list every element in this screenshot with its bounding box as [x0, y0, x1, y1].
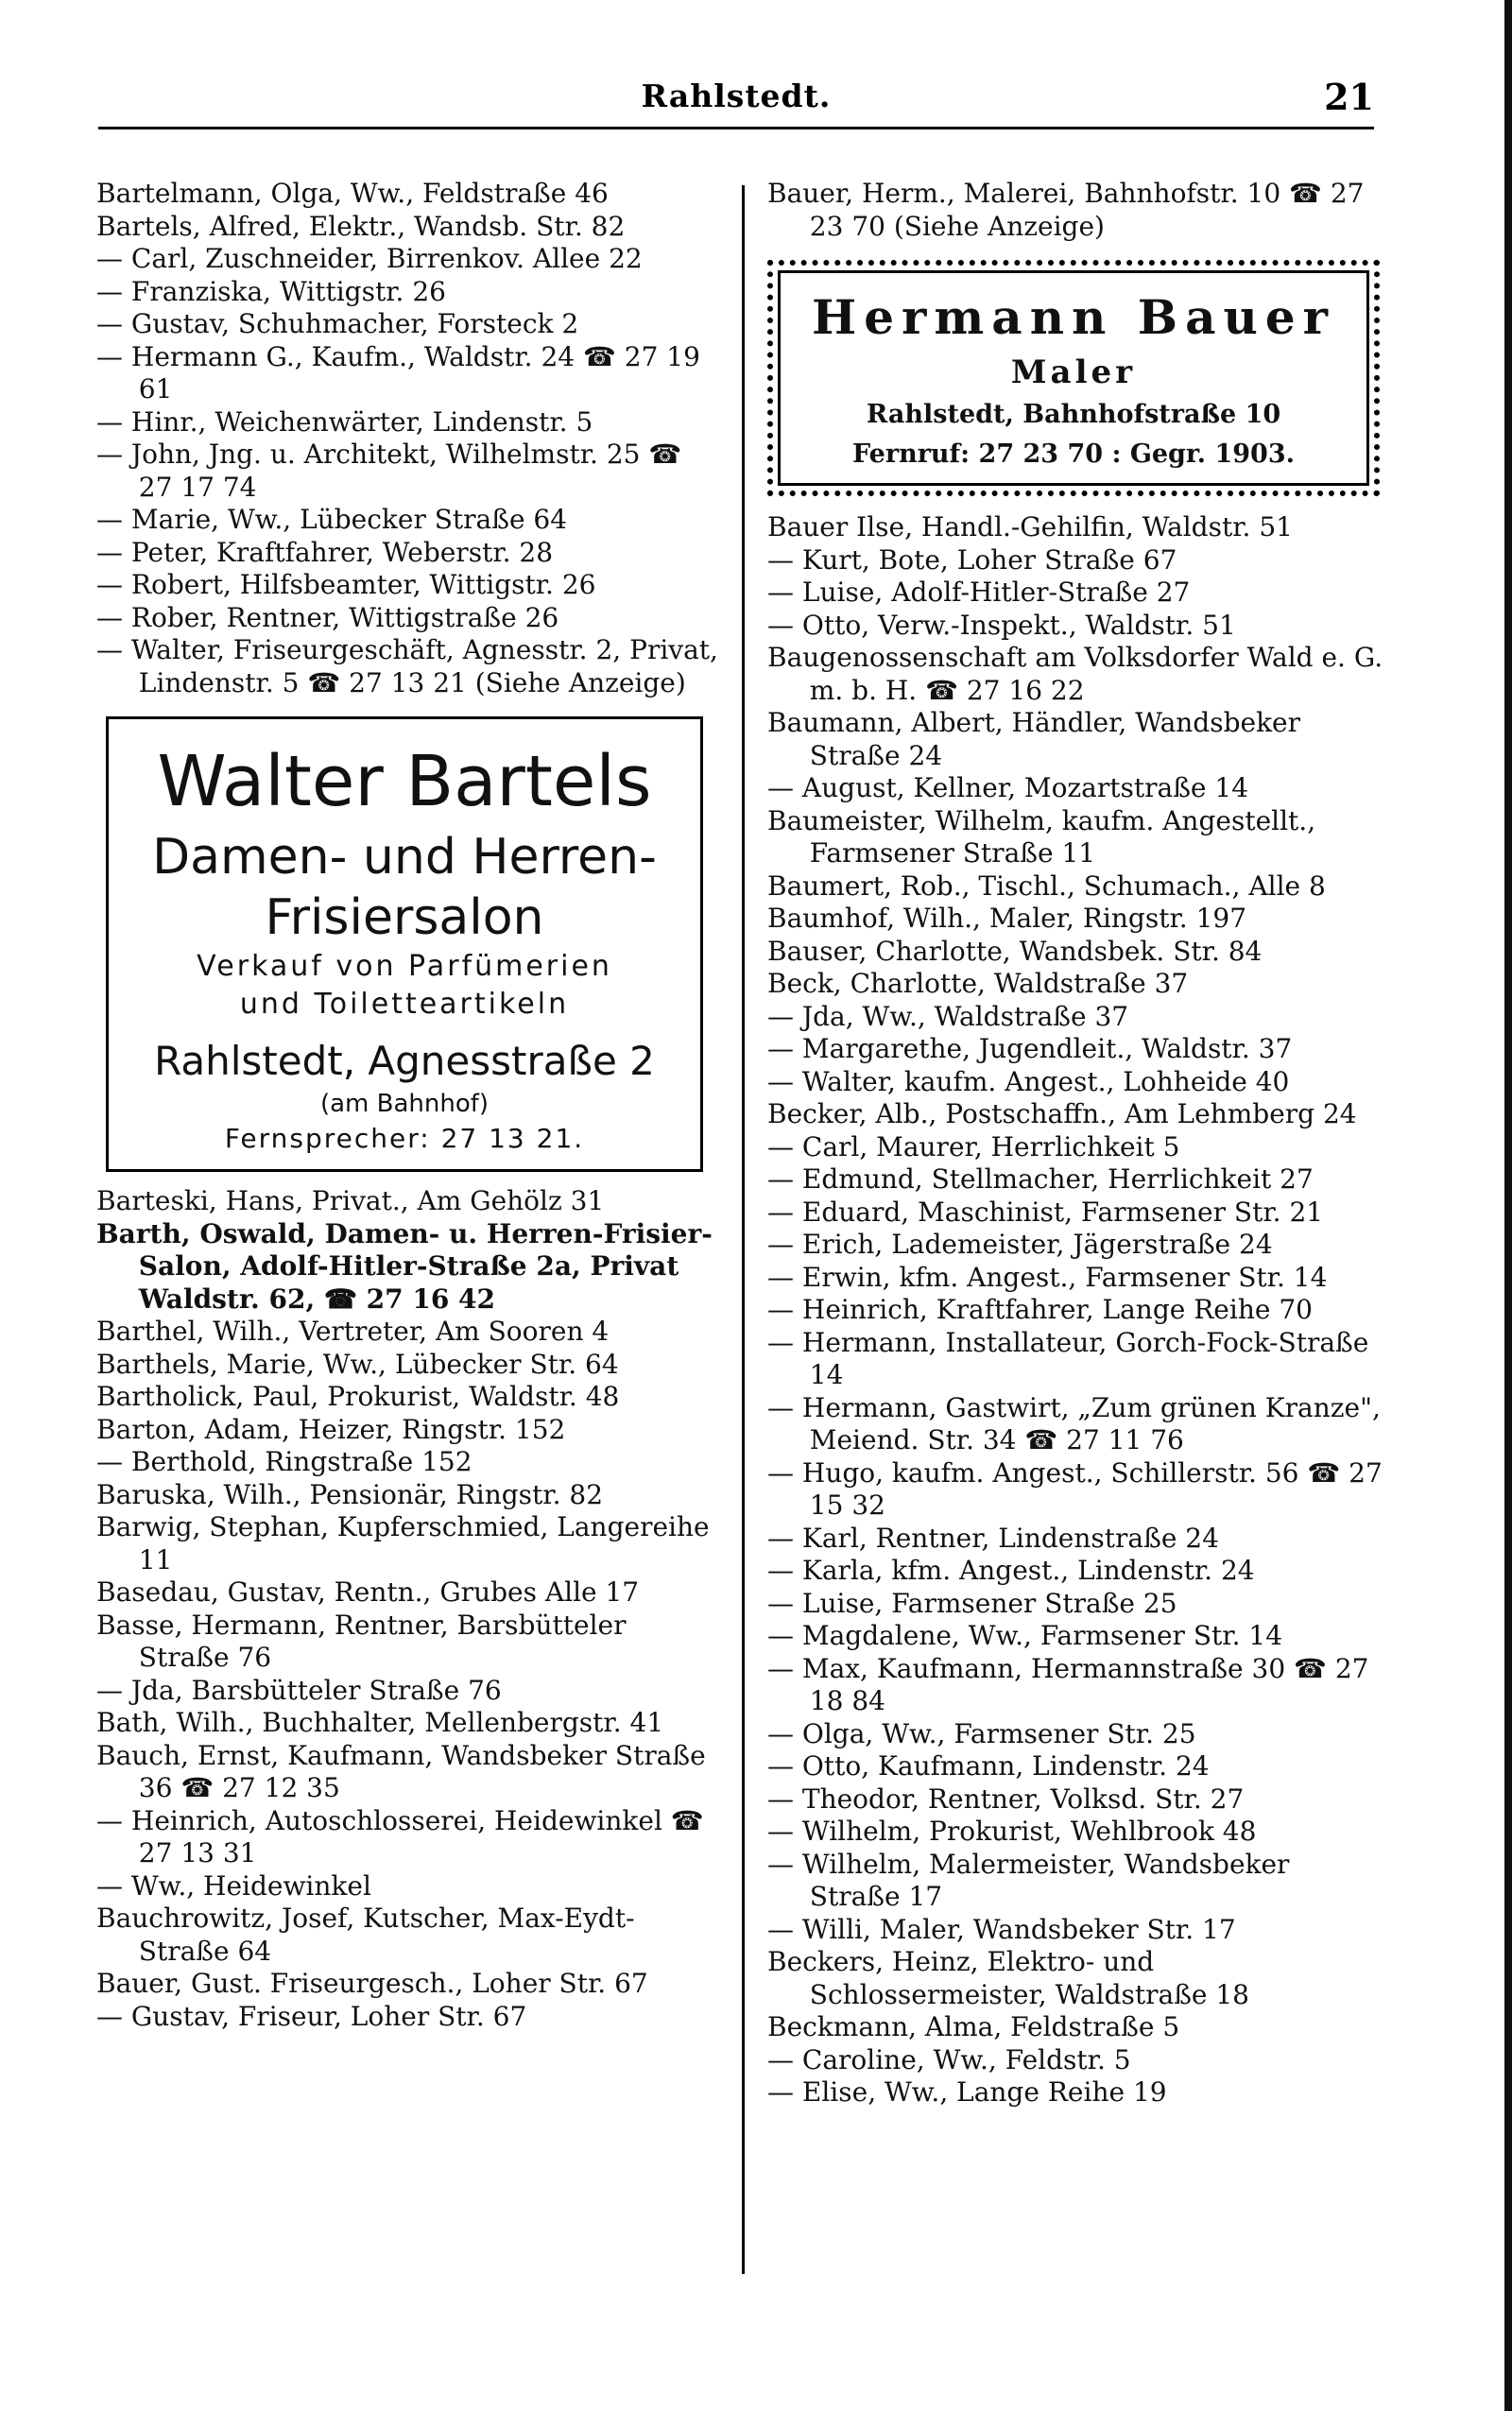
- directory-entry: Bartels, Alfred, Elektr., Wandsb. Str. 82: [96, 210, 626, 242]
- directory-entry: Barth, Oswald, Damen- u. Herren-Frisier-Salon, Adolf-Hitler-Straße 2a, Privat Waldstr. 62, ☎ 27 16 42: [96, 1217, 713, 1315]
- directory-entry: — Carl, Zuschneider, Birrenkov. Allee 22: [96, 243, 643, 274]
- directory-entry: Baugenossenschaft am Volksdorfer Wald e. G. m. b. H. ☎ 27 16 22: [767, 642, 1383, 706]
- directory-entry: — Wilhelm, Malermeister, Wandsbeker Straße 17: [767, 1848, 1290, 1912]
- directory-entry: — Erwin, kfm. Angest., Farmsener Str. 14: [767, 1261, 1328, 1293]
- directory-entry: Bauser, Charlotte, Wandsbek. Str. 84: [767, 935, 1263, 967]
- directory-entry: — Gustav, Friseur, Loher Str. 67: [96, 2000, 527, 2032]
- running-title: Rahlstedt.: [641, 77, 832, 114]
- directory-entry: — Otto, Verw.-Inspekt., Waldstr. 51: [767, 609, 1236, 641]
- directory-entry: — Hermann, Gastwirt, „Zum grünen Kranze", Meiend. Str. 34 ☎ 27 11 76: [767, 1391, 1381, 1455]
- directory-entry: — August, Kellner, Mozartstraße 14: [767, 772, 1249, 803]
- directory-entry: — Hugo, kaufm. Angest., Schillerstr. 56 ☎ 27 15 32: [767, 1456, 1383, 1521]
- directory-entry: — Carl, Maurer, Herrlichkeit 5: [767, 1130, 1180, 1162]
- directory-entry: — Hermann G., Kaufm., Waldstr. 24 ☎ 27 19 61: [96, 340, 700, 405]
- right-column: [767, 178, 1387, 2110]
- directory-entry: Barteski, Hans, Privat., Am Gehölz 31: [96, 1185, 605, 1216]
- directory-entry: — Heinrich, Autoschlosserei, Heidewinkel ☎ 27 13 31: [96, 1804, 704, 1869]
- directory-entry: Bauer, Gust. Friseurgesch., Loher Str. 67: [96, 1968, 648, 1999]
- directory-entry: — Jda, Ww., Waldstraße 37: [767, 1000, 1129, 1032]
- advertisement-hermann-bauer: [767, 260, 1380, 496]
- directory-entry: — Kurt, Bote, Loher Straße 67: [767, 543, 1177, 576]
- directory-entry: Beck, Charlotte, Waldstraße 37: [767, 968, 1189, 999]
- directory-entry: — Karl, Rentner, Lindenstraße 24: [767, 1522, 1219, 1554]
- ad-address: Rahlstedt, Agnesstraße 2: [154, 1038, 655, 1084]
- ad-note: (am Bahnhof): [319, 1090, 490, 1118]
- directory-entry: — Peter, Kraftfahrer, Weberstr. 28: [96, 536, 554, 568]
- directory-entry: Basse, Hermann, Rentner, Barsbütteler Straße 76: [96, 1609, 627, 1673]
- directory-entry: — Willi, Maler, Wandsbeker Str. 17: [767, 1913, 1236, 1945]
- directory-entry: Beckmann, Alma, Feldstraße 5: [767, 2011, 1180, 2042]
- directory-entry: — Max, Kaufmann, Hermannstraße 30 ☎ 27 18 84: [767, 1652, 1369, 1716]
- directory-entry: — Eduard, Maschinist, Farmsener Str. 21: [767, 1196, 1324, 1228]
- directory-entry: — Olga, Ww., Farmsener Str. 25: [767, 1717, 1196, 1749]
- directory-entry: Baumhof, Wilh., Maler, Ringstr. 197: [767, 903, 1247, 934]
- directory-entry: Barwig, Stephan, Kupferschmied, Langereihe 11: [96, 1511, 710, 1576]
- ad-business-name: Walter Bartels: [157, 741, 652, 822]
- directory-entry: Bauer, Herm., Malerei, Bahnhofstr. 10 ☎ 27 23 70 (Siehe Anzeige): [767, 178, 1365, 242]
- directory-entry: — John, Jng. u. Architekt, Wilhelmstr. 25 ☎ 27 17 74: [96, 439, 682, 503]
- left-column: [96, 178, 718, 2033]
- directory-entry: — Walter, kaufm. Angest., Lohheide 40: [767, 1065, 1290, 1097]
- directory-entry: Bartholick, Paul, Prokurist, Waldstr. 48: [96, 1381, 620, 1412]
- directory-entry: Bauch, Ernst, Kaufmann, Wandsbeker Straße 36 ☎ 27 12 35: [96, 1739, 706, 1803]
- directory-entry: — Edmund, Stellmacher, Herrlichkeit 27: [767, 1163, 1314, 1195]
- directory-entry: — Elise, Ww., Lange Reihe 19: [767, 2076, 1167, 2108]
- directory-entry: — Franziska, Wittigstr. 26: [96, 275, 446, 307]
- directory-entry: — Marie, Ww., Lübecker Straße 64: [96, 504, 568, 535]
- page-number: 21: [1324, 76, 1374, 118]
- directory-entry: — Karla, kfm. Angest., Lindenstr. 24: [767, 1555, 1255, 1586]
- directory-entry: — Luise, Farmsener Straße 25: [767, 1587, 1177, 1619]
- directory-entry: Baumert, Rob., Tischl., Schumach., Alle 8: [767, 870, 1326, 902]
- directory-entry: — Hinr., Weichenwärter, Lindenstr. 5: [96, 405, 593, 438]
- ad-trade: Maler: [1010, 353, 1137, 391]
- directory-entry: Bauchrowitz, Josef, Kutscher, Max-Eydt-Straße 64: [96, 1903, 635, 1967]
- directory-entry: — Robert, Hilfsbeamter, Wittigstr. 26: [96, 569, 596, 600]
- directory-entry: — Berthold, Ringstraße 152: [96, 1446, 472, 1477]
- ad-line: Damen- und Herren-: [152, 829, 657, 886]
- directory-entry: Bath, Wilh., Buchhalter, Mellenbergstr. 41: [96, 1707, 664, 1738]
- directory-entry: — Theodor, Rentner, Volksd. Str. 27: [767, 1782, 1245, 1815]
- directory-entry: Barthels, Marie, Ww., Lübecker Str. 64: [96, 1348, 619, 1380]
- directory-entry: Barton, Adam, Heizer, Ringstr. 152: [96, 1413, 566, 1445]
- directory-entry: Bauer Ilse, Handl.-Gehilfin, Waldstr. 51: [767, 511, 1293, 542]
- directory-entry: — Heinrich, Kraftfahrer, Lange Reihe 70: [767, 1294, 1313, 1325]
- directory-entry: Bartelmann, Olga, Ww., Feldstraße 46: [96, 178, 609, 209]
- ad-address: Rahlstedt, Bahnhofstraße 10: [866, 400, 1281, 429]
- ad-line: Verkauf von Parfümerien: [197, 950, 612, 983]
- directory-entry: Basedau, Gustav, Rentn., Grubes Alle 17: [96, 1576, 640, 1608]
- directory-entry: — Luise, Adolf-Hitler-Straße 27: [767, 577, 1191, 608]
- directory-entry: — Magdalene, Ww., Farmsener Str. 14: [767, 1620, 1283, 1651]
- directory-entry: Barthel, Wilh., Vertreter, Am Sooren 4: [96, 1316, 610, 1347]
- directory-entry: — Caroline, Ww., Feldstr. 5: [767, 2043, 1131, 2075]
- advertisement-walter-bartels: [106, 716, 703, 1172]
- directory-entry: — Otto, Kaufmann, Lindenstr. 24: [767, 1750, 1210, 1782]
- ad-phone: Fernsprecher: 27 13 21.: [224, 1123, 585, 1154]
- directory-entry: Beckers, Heinz, Elektro- und Schlossermeister, Waldstraße 18: [767, 1946, 1249, 2010]
- directory-entry: — Hermann, Installateur, Gorch-Fock-Straße 14: [767, 1326, 1369, 1390]
- page-header: [98, 70, 1374, 129]
- directory-entry: — Erich, Lademeister, Jägerstraße 24: [767, 1229, 1273, 1260]
- ad-business-name: Hermann Bauer: [812, 289, 1335, 345]
- directory-entry: — Ww., Heidewinkel: [96, 1869, 371, 1902]
- column-divider: [742, 185, 745, 2274]
- directory-entry: — Gustav, Schuhmacher, Forsteck 2: [96, 308, 579, 339]
- directory-entry: Baumann, Albert, Händler, Wandsbeker Straße 24: [767, 707, 1301, 771]
- directory-entry: Baumeister, Wilhelm, kaufm. Angestellt., Farmsener Straße 11: [767, 804, 1316, 869]
- directory-entry: — Rober, Rentner, Wittigstraße 26: [96, 601, 559, 633]
- ad-phone: Fernruf: 27 23 70 : Gegr. 1903.: [851, 439, 1296, 469]
- directory-entry: — Jda, Barsbütteler Straße 76: [96, 1674, 502, 1706]
- directory-entry: Baruska, Wilh., Pensionär, Ringstr. 82: [96, 1478, 604, 1510]
- directory-entry: — Walter, Friseurgeschäft, Agnesstr. 2, Privat, Lindenstr. 5 ☎ 27 13 21 (Siehe Anzeige): [96, 634, 718, 698]
- ad-line: Frisiersalon: [265, 889, 544, 946]
- directory-entry: Becker, Alb., Postschaffn., Am Lehmberg 24: [767, 1098, 1357, 1129]
- directory-entry: — Wilhelm, Prokurist, Wehlbrook 48: [767, 1816, 1257, 1847]
- directory-entry: — Margarethe, Jugendleit., Waldstr. 37: [767, 1033, 1293, 1064]
- ad-line: und Toiletteartikeln: [239, 988, 570, 1021]
